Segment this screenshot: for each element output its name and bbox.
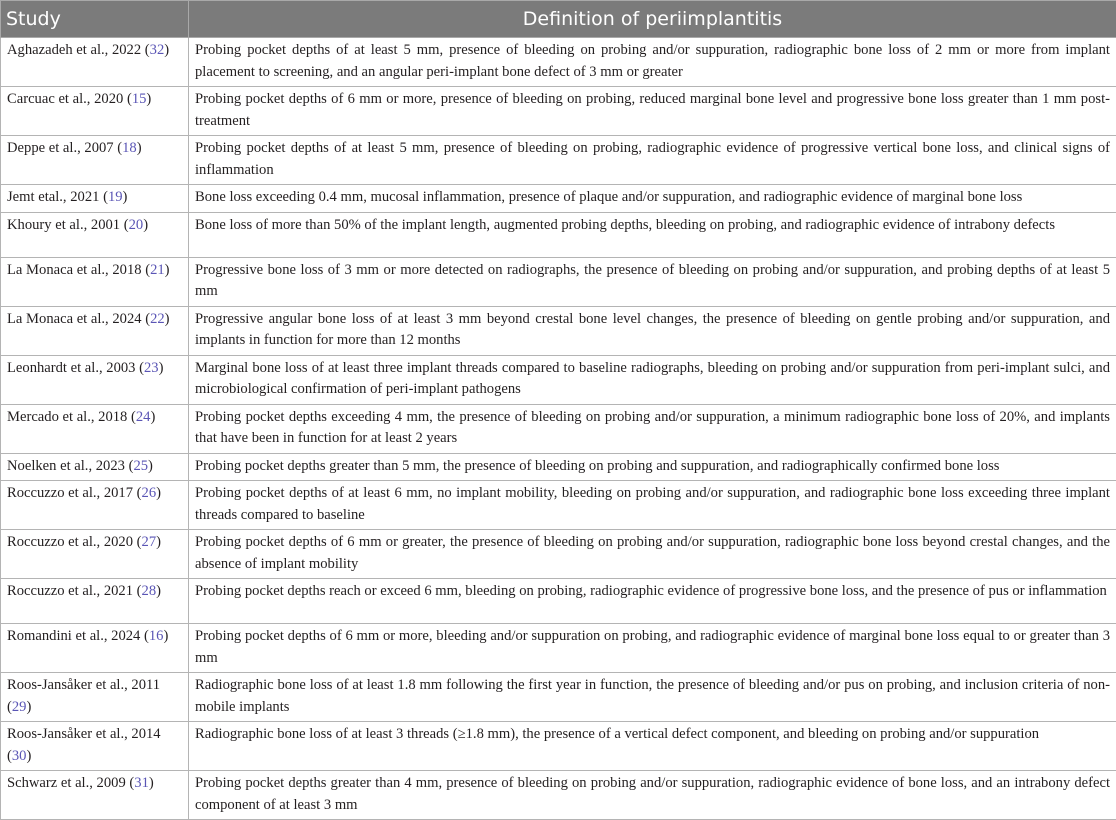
table-row (1, 257, 1116, 306)
study-cell: Schwarz et al., 2009 (31) (1, 771, 189, 820)
definition-cell: Probing pocket depths of at least 6 mm, no implant mobility, bleeding on probing and/or suppuration, and radiographic bone loss exceeding three implant threads compared to baseline (189, 481, 1116, 530)
definition-cell: Probing pocket depths greater than 4 mm, presence of bleeding on probing and/or suppuration, radiographic evidence of bone loss, and an intrabony defect component of at least 3 mm (189, 771, 1116, 820)
study-name: Carcuac et al., 2020 (7, 91, 123, 107)
definition-cell: Bone loss exceeding 0.4 mm, mucosal inflammation, presence of plaque and/or suppuration, and radiographic evidence of marginal bone loss (189, 185, 1116, 213)
definition-cell: Probing pocket depths of at least 5 mm, presence of bleeding on probing and/or suppuration, radiographic bone loss of 2 mm or more from implant placement to screening, and an angular peri-implant bone defect of 3 mm or greater (189, 38, 1116, 87)
table-row (1, 136, 1116, 185)
reference-link[interactable]: 29 (12, 699, 27, 715)
study-cell: Aghazadeh et al., 2022 (32) (1, 38, 189, 87)
reference-link[interactable]: 15 (132, 91, 147, 107)
study-name: Leonhardt et al., 2003 (7, 360, 135, 376)
definition-cell: Probing pocket depths greater than 5 mm, the presence of bleeding on probing and suppuration, and radiographically confirmed bone loss (189, 453, 1116, 481)
reference-link[interactable]: 26 (142, 485, 157, 501)
study-cell: Jemt etal., 2021 (19) (1, 185, 189, 213)
study-cell: Romandini et al., 2024 (16) (1, 624, 189, 673)
column-header-study: Study (1, 1, 189, 38)
study-name: Schwarz et al., 2009 (7, 775, 126, 791)
header-row (1, 1, 1116, 38)
study-name: Mercado et al., 2018 (7, 409, 127, 425)
study-name: Jemt etal., 2021 (7, 189, 99, 205)
table-body (1, 38, 1116, 820)
table-row (1, 38, 1116, 87)
study-cell: Roos-Jansåker et al., 2014 (30) (1, 722, 189, 771)
study-cell: Roccuzzo et al., 2017 (26) (1, 481, 189, 530)
definition-cell: Radiographic bone loss of at least 3 threads (≥1.8 mm), the presence of a vertical defect component, and bleeding on probing and/or suppuration (189, 722, 1116, 771)
table-row (1, 673, 1116, 722)
table-row (1, 624, 1116, 673)
reference-link[interactable]: 21 (150, 262, 165, 278)
reference-link[interactable]: 23 (144, 360, 159, 376)
reference-link[interactable]: 18 (122, 140, 137, 156)
reference-link[interactable]: 20 (129, 217, 144, 233)
definition-cell: Marginal bone loss of at least three implant threads compared to baseline radiographs, bleeding on probing and/or suppuration from peri-implant sulci, and microbiological confirmation of peri-implant pathogens (189, 355, 1116, 404)
definition-cell: Progressive bone loss of 3 mm or more detected on radiographs, the presence of bleeding on probing and/or suppuration, and probing depths of at least 5 mm (189, 257, 1116, 306)
study-cell: Roccuzzo et al., 2020 (27) (1, 530, 189, 579)
column-header-definition: Definition of periimplantitis (189, 1, 1116, 38)
table-row (1, 87, 1116, 136)
definition-cell: Probing pocket depths of 6 mm or more, bleeding and/or suppuration on probing, and radiographic evidence of marginal bone loss equal to or greater than 3 mm (189, 624, 1116, 673)
study-name: Khoury et al., 2001 (7, 217, 120, 233)
study-cell: Roos-Jansåker et al., 2011 (29) (1, 673, 189, 722)
table-row (1, 453, 1116, 481)
study-name: Roccuzzo et al., 2017 (7, 485, 133, 501)
table-row (1, 212, 1116, 257)
table-row (1, 355, 1116, 404)
study-name: Roos-Jansåker et al., 2011 (7, 677, 160, 693)
table-row (1, 530, 1116, 579)
definition-cell: Probing pocket depths exceeding 4 mm, the presence of bleeding on probing and/or suppuration, a minimum radiographic bone loss of 20%, and implants that have been in function for at least 2 years (189, 404, 1116, 453)
study-cell: Carcuac et al., 2020 (15) (1, 87, 189, 136)
study-name: La Monaca et al., 2024 (7, 311, 142, 327)
table-row (1, 771, 1116, 820)
study-name: Roos-Jansåker et al., 2014 (7, 726, 161, 742)
table-row (1, 306, 1116, 355)
reference-link[interactable]: 27 (142, 534, 157, 550)
definition-cell: Probing pocket depths reach or exceed 6 mm, bleeding on probing, radiographic evidence of progressive bone loss, and the presence of pus or inflammation (189, 579, 1116, 624)
table-row (1, 185, 1116, 213)
reference-link[interactable]: 28 (142, 583, 157, 599)
reference-link[interactable]: 32 (150, 42, 165, 58)
reference-link[interactable]: 16 (149, 628, 164, 644)
study-cell: Noelken et al., 2023 (25) (1, 453, 189, 481)
study-name: Roccuzzo et al., 2021 (7, 583, 133, 599)
definition-cell: Probing pocket depths of 6 mm or more, presence of bleeding on probing, reduced marginal bone level and progressive bone loss greater than 1 mm post-treatment (189, 87, 1116, 136)
reference-link[interactable]: 19 (108, 189, 123, 205)
study-name: La Monaca et al., 2018 (7, 262, 142, 278)
reference-link[interactable]: 31 (134, 775, 149, 791)
definition-cell: Probing pocket depths of 6 mm or greater, the presence of bleeding on probing and/or suppuration, radiographic bone loss beyond crestal changes, and the absence of implant mobility (189, 530, 1116, 579)
definition-cell: Probing pocket depths of at least 5 mm, presence of bleeding on probing, radiographic evidence of progressive vertical bone loss, and clinical signs of inflammation (189, 136, 1116, 185)
study-name: Roccuzzo et al., 2020 (7, 534, 133, 550)
definition-cell: Radiographic bone loss of at least 1.8 mm following the first year in function, the presence of bleeding and/or pus on probing, and inclusion criteria of non-mobile implants (189, 673, 1116, 722)
table-row (1, 722, 1116, 771)
study-cell: Leonhardt et al., 2003 (23) (1, 355, 189, 404)
definition-cell: Bone loss of more than 50% of the implant length, augmented probing depths, bleeding on probing, and radiographic evidence of intrabony defects (189, 212, 1116, 257)
table-header (1, 1, 1116, 38)
reference-link[interactable]: 22 (150, 311, 165, 327)
reference-link[interactable]: 30 (12, 748, 27, 764)
study-name: Aghazadeh et al., 2022 (7, 42, 141, 58)
study-cell: Deppe et al., 2007 (18) (1, 136, 189, 185)
reference-link[interactable]: 25 (133, 458, 148, 474)
table-row (1, 579, 1116, 624)
study-cell: Roccuzzo et al., 2021 (28) (1, 579, 189, 624)
definition-cell: Progressive angular bone loss of at least 3 mm beyond crestal bone level changes, the presence of bleeding on gentle probing and/or suppuration, and implants in function for more than 12 months (189, 306, 1116, 355)
table-row (1, 481, 1116, 530)
study-cell: Khoury et al., 2001 (20) (1, 212, 189, 257)
study-cell: La Monaca et al., 2018 (21) (1, 257, 189, 306)
table-row (1, 404, 1116, 453)
study-cell: La Monaca et al., 2024 (22) (1, 306, 189, 355)
study-name: Romandini et al., 2024 (7, 628, 140, 644)
study-cell: Mercado et al., 2018 (24) (1, 404, 189, 453)
study-name: Deppe et al., 2007 (7, 140, 114, 156)
study-name: Noelken et al., 2023 (7, 458, 125, 474)
reference-link[interactable]: 24 (136, 409, 151, 425)
